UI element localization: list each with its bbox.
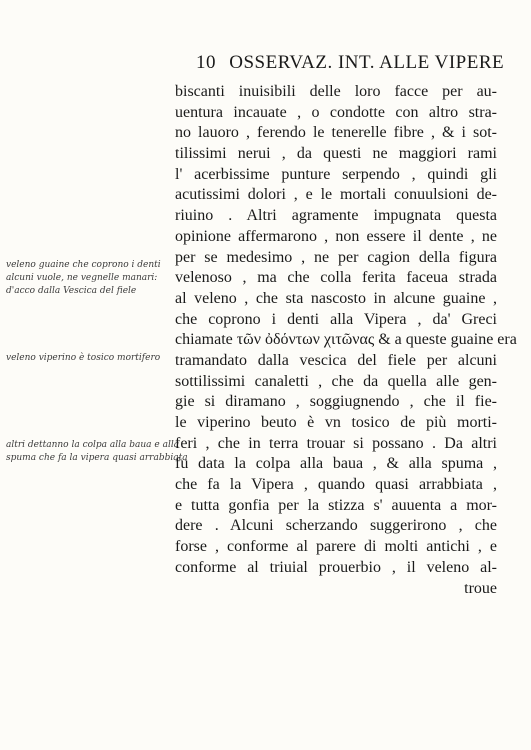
text-line: che fa la Vipera , quando quasi arrabbiata , — [175, 476, 497, 494]
margin-note — [6, 439, 188, 465]
text-line: gie si diramano , soggiugnendo , che il fie- — [175, 393, 497, 411]
text-line: le viperino beuto è vn tosico de più morti- — [175, 414, 497, 431]
text-line: acutissimi dolori , e le mortali conuulsioni de- — [175, 186, 497, 204]
text-line: chiamate τῶν ὀδόντων χιτῶνας & a queste guaine era — [175, 331, 517, 349]
margin-note — [6, 352, 181, 365]
margin-note-line: altri dettanno la colpa alla baua e alla — [6, 440, 180, 450]
page-number: 10 — [196, 52, 216, 73]
text-line: no lauoro , ferendo le tenerelle fibre , & i sot- — [175, 124, 497, 142]
margin-note-line: veleno guaine che coprono i denti — [6, 260, 161, 270]
text-line: dere . Alcuni scherzando suggerirono , che — [175, 517, 497, 535]
text-line: velenoso , ma che colla ferita faceua strada — [175, 269, 497, 287]
text-line: tilissimi nerui , da questi ne maggiori rami — [175, 145, 497, 163]
margin-note-line: veleno viperino è tosico mortifero — [6, 353, 161, 363]
text-line: fu data la colpa alla baua , & alla spuma , — [175, 455, 497, 473]
text-line: e tutta gonfia per la stizza s' auuenta a mor- — [175, 496, 497, 514]
text-line: che coprono i denti alla Vipera , da' Greci — [175, 310, 497, 328]
text-line: forse , conforme al parere di molti antichi , e — [175, 538, 497, 556]
text-line: sottilissimi canaletti , che da quella alle gen- — [175, 372, 497, 390]
running-title: OSSERVAZ. INT. ALLE VIPERE — [229, 52, 505, 73]
text-line: biscanti inuisibili delle loro facce per au- — [175, 83, 497, 100]
text-line: l' acerbissime punture serpendo , quindi gli — [175, 165, 497, 183]
body-text — [175, 82, 517, 599]
text-line: al veleno , che sta nascosto in alcune guaine , — [175, 289, 497, 307]
text-line: feri , che in terra trouar si possano . Da altri — [175, 434, 497, 452]
text-line: tramandato dalla vescica del fiele per alcuni — [175, 351, 497, 369]
margin-note-line: spuma che fa la vipera quasi arrabbiata — [6, 453, 188, 463]
text-line: uentura incauate , o condotte con altro stra- — [175, 103, 497, 121]
margin-note-line: d'acco dalla Vescica del fiele — [6, 286, 137, 296]
catchword: troue — [464, 579, 497, 597]
margin-note-line: alcuni vuole, ne vegnelle manari: — [6, 273, 158, 283]
margin-note — [6, 259, 181, 298]
text-line: per se medesimo , ne per cagion della figura — [175, 248, 497, 266]
running-header — [196, 52, 505, 74]
text-line: riuino . Altri agramente impugnata questa — [175, 207, 497, 225]
text-line: opinione affermarono , non essere il dente , ne — [175, 227, 497, 245]
text-line: conforme al triuial prouerbio , il veleno al- — [175, 558, 497, 576]
